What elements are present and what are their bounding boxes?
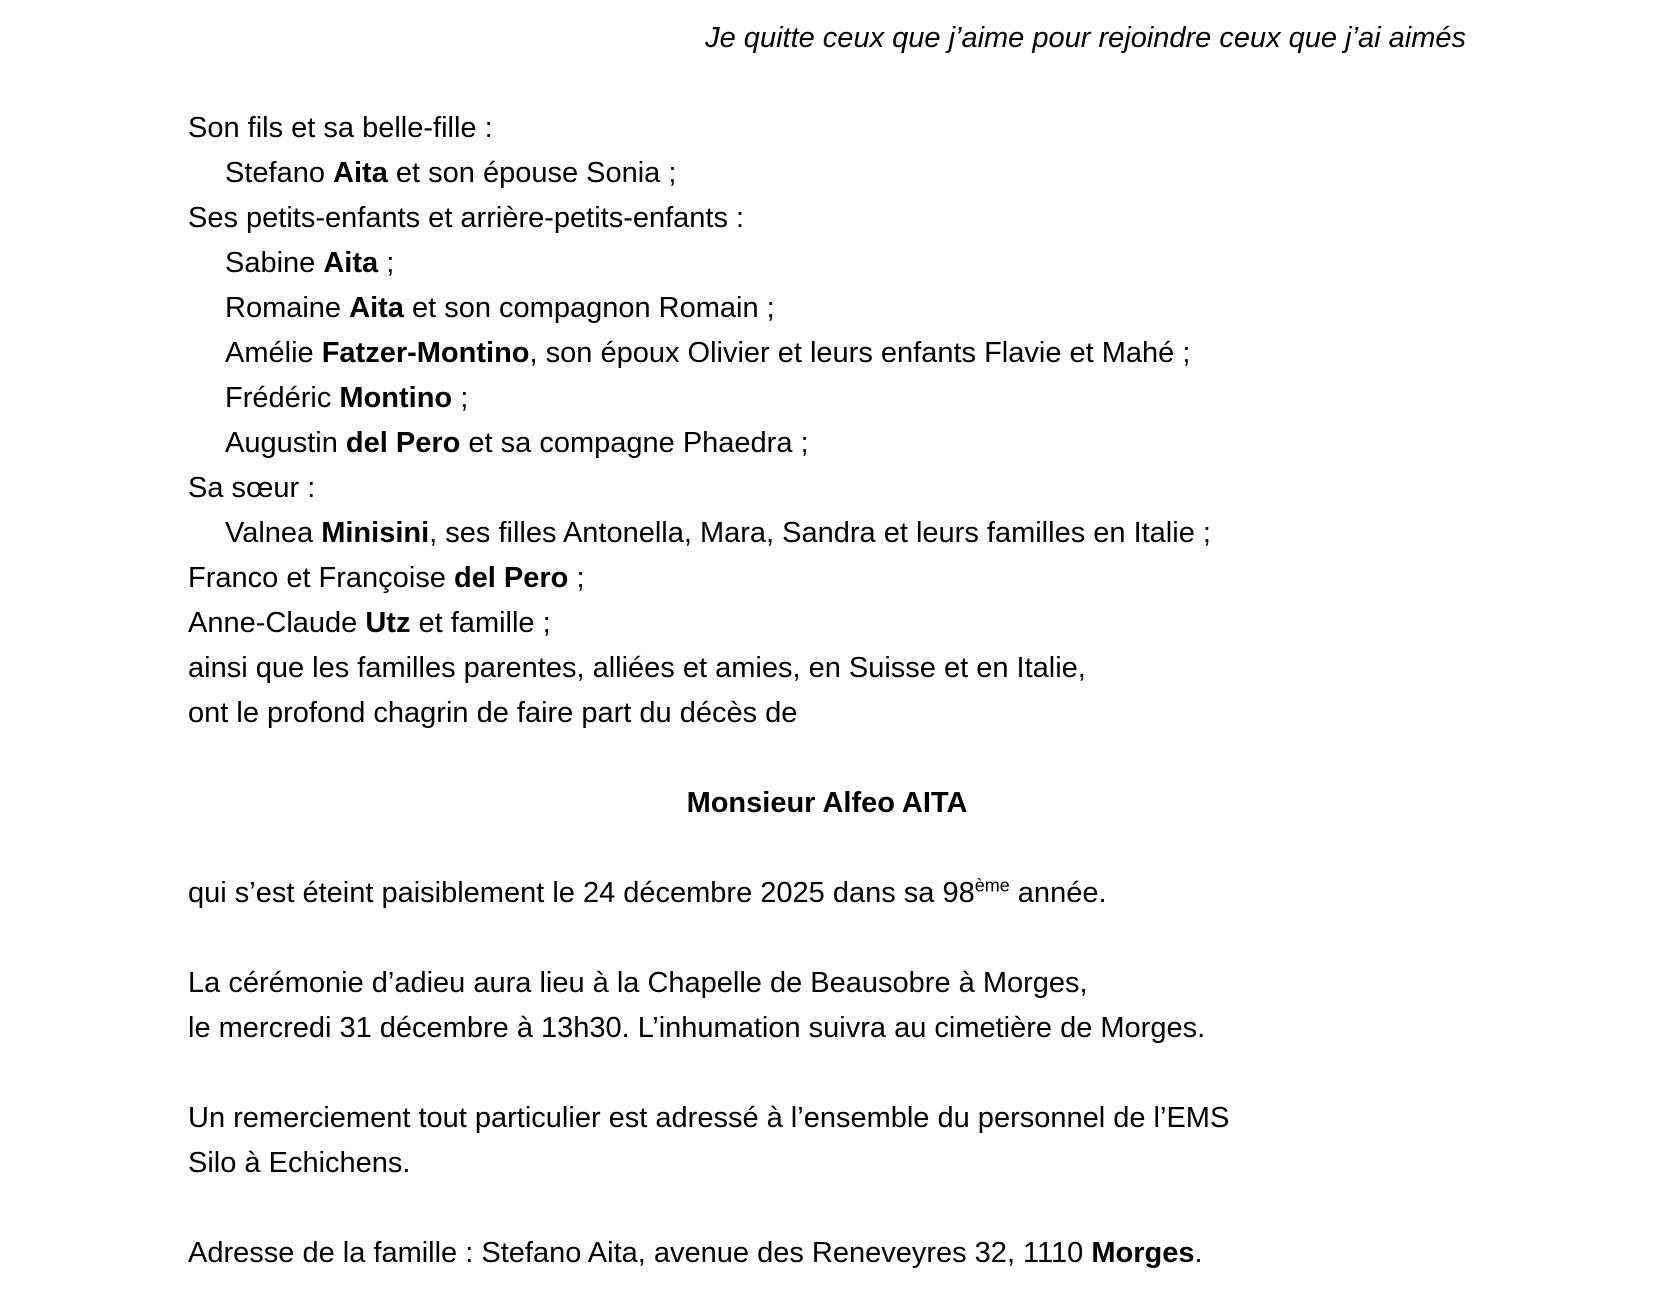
epigraph: Je quitte ceux que j’aime pour rejoindre ceux que j’ai aimés	[705, 22, 1466, 54]
text-segment: , son époux Olivier et leurs enfants Flavie et Mahé ;	[529, 337, 1191, 369]
text-segment: Frédéric	[225, 382, 340, 414]
text-segment: et son compagnon Romain ;	[403, 292, 775, 324]
name-bold-segment: del Pero	[453, 562, 569, 594]
text-segment: Adresse de la famille : Stefano Aita, avenue des Reneveyres 32, 1110	[188, 1237, 1092, 1269]
family-line	[188, 466, 1466, 511]
deceased-name: Monsieur Alfeo AITA	[686, 787, 968, 819]
text-segment: Franco et Françoise	[188, 562, 454, 594]
text-segment: Sabine	[225, 247, 324, 279]
thanks-line: Un remerciement tout particulier est adressé à l’ensemble du personnel de l’EMS	[188, 1102, 1230, 1134]
name-bold-segment: Morges	[1091, 1237, 1195, 1269]
text-segment: ;	[378, 247, 395, 279]
address-line	[188, 1231, 1466, 1276]
family-line	[188, 646, 1466, 691]
text-segment: Stefano	[225, 157, 334, 189]
text-segment: et sa compagne Phaedra ;	[460, 427, 809, 459]
family-line	[188, 286, 1466, 331]
text-segment: .	[1194, 1237, 1203, 1269]
family-line	[188, 196, 1466, 241]
death-notice	[188, 871, 1466, 916]
text-segment: Son fils et sa belle-fille :	[188, 112, 493, 144]
family-line	[188, 106, 1466, 151]
text-segment: , ses filles Antonella, Mara, Sandra et leurs familles en Italie ;	[429, 517, 1211, 549]
family-line	[188, 376, 1466, 421]
family-line	[188, 151, 1466, 196]
ceremony-paragraph	[188, 961, 1466, 1051]
name-bold-segment: Utz	[365, 607, 411, 639]
text-segment: Anne-Claude	[188, 607, 366, 639]
name-bold-segment: Aita	[333, 157, 388, 189]
text-segment: Sa sœur :	[188, 472, 316, 504]
name-bold-segment: Aita	[349, 292, 404, 324]
death-notice-suffix: année.	[1009, 877, 1107, 909]
name-bold-segment: Montino	[339, 382, 453, 414]
text-segment: ont le profond chagrin de faire part du décès de	[188, 697, 798, 729]
text-segment: Amélie	[225, 337, 322, 369]
family-line	[188, 511, 1466, 556]
death-notice-text: qui s’est éteint paisiblement le 24 décembre 2025 dans sa 98	[188, 877, 975, 909]
thanks-line: Silo à Echichens.	[188, 1147, 411, 1179]
text-segment: ainsi que les familles parentes, alliées et amies, en Suisse et en Italie,	[188, 652, 1086, 684]
name-bold-segment: del Pero	[345, 427, 461, 459]
family-line	[188, 691, 1466, 736]
name-bold-segment: Aita	[323, 247, 379, 279]
text-segment: Romaine	[225, 292, 350, 324]
name-bold-segment: Fatzer-Montino	[321, 337, 530, 369]
ceremony-line: le mercredi 31 décembre à 13h30. L’inhumation suivra au cimetière de Morges.	[188, 1012, 1206, 1044]
name-bold-segment: Minisini	[321, 517, 430, 549]
text-segment: Augustin	[225, 427, 346, 459]
text-segment: et son épouse Sonia ;	[387, 157, 677, 189]
thanks-paragraph	[188, 1096, 1466, 1186]
ceremony-line: La cérémonie d’adieu aura lieu à la Chapelle de Beausobre à Morges,	[188, 967, 1088, 999]
text-segment: ;	[452, 382, 469, 414]
family-list	[188, 106, 1466, 736]
text-segment: Ses petits-enfants et arrière-petits-enfants :	[188, 202, 745, 234]
family-line	[188, 601, 1466, 646]
family-line	[188, 556, 1466, 601]
family-line	[188, 241, 1466, 286]
family-line	[188, 421, 1466, 466]
text-segment: et famille ;	[410, 607, 551, 639]
family-line	[188, 331, 1466, 376]
text-segment: Valnea	[225, 517, 322, 549]
ordinal-superscript: ème	[974, 875, 1010, 896]
text-segment: ;	[568, 562, 585, 594]
